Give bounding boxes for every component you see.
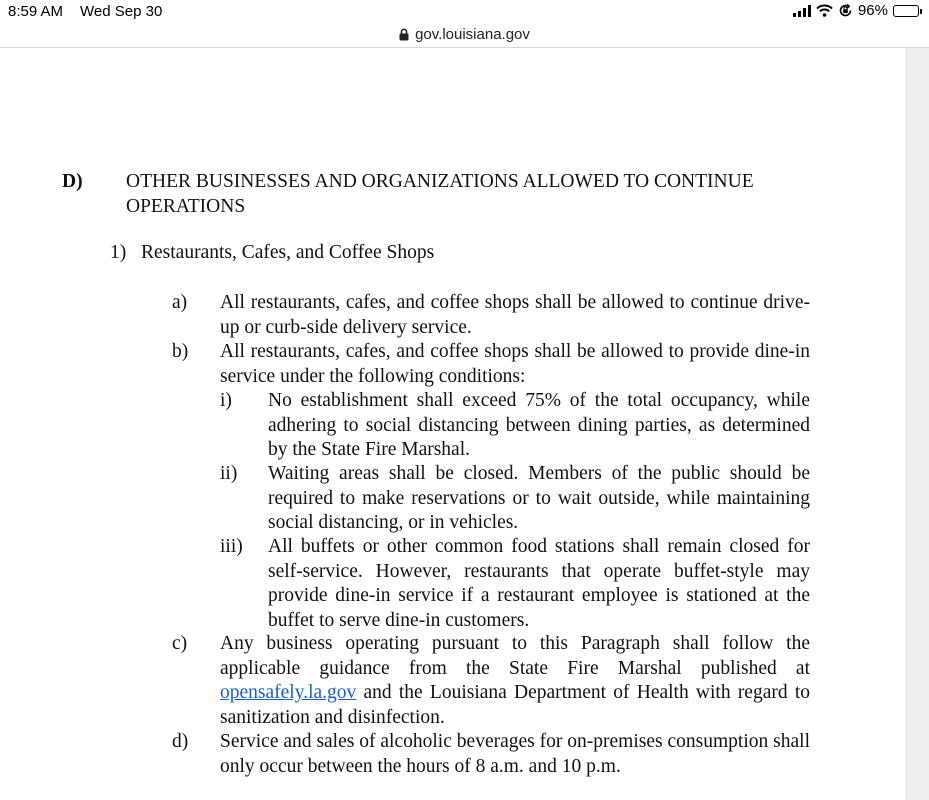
item-c-text: [220, 632, 810, 730]
item-a-label: a): [172, 292, 188, 313]
section-title: OTHER BUSINESSES AND ORGANIZATIONS ALLOWED TO CONTINUE OPERATIONS: [126, 171, 754, 217]
orientation-lock-icon: [838, 3, 853, 18]
subsection-label: 1): [110, 242, 127, 263]
subsection-title: Restaurants, Cafes, and Coffee Shops: [141, 242, 435, 263]
battery-icon: [893, 5, 919, 17]
status-bar: [0, 0, 929, 22]
item-b-text: All restaurants, cafes, and coffee shops shall be allowed to provide dine-in service under the following conditions:: [220, 341, 810, 387]
opensafely-link[interactable]: opensafely.la.gov: [220, 682, 357, 703]
status-indicators: [793, 2, 919, 19]
item-d-label: d): [172, 731, 189, 752]
item-c-text-after: and the Louisiana Department of Health with regard to sanitization and disinfection.: [220, 682, 810, 728]
item-c-label: c): [172, 633, 188, 654]
battery-percent: 96%: [857, 2, 888, 19]
status-date: Wed Sep 30: [80, 3, 163, 20]
section-label: D): [62, 171, 83, 192]
item-a-text: All restaurants, cafes, and coffee shops shall be allowed to continue drive-up or curb-side delivery service.: [220, 292, 810, 338]
item-b-ii-label: ii): [220, 463, 238, 484]
address-bar[interactable]: [0, 22, 929, 46]
item-d-text: Service and sales of alcoholic beverages for on-premises consumption shall only occur between the hours of 8 a.m. and 10 p.m.: [220, 731, 810, 777]
item-b-iii-label: iii): [220, 536, 243, 557]
item-c-text-before: Any business operating pursuant to this Paragraph shall follow the applicable guidance from the State Fire Marshal published at: [220, 633, 810, 679]
status-time: 8:59 AM: [8, 3, 64, 20]
item-b-label: b): [172, 341, 189, 362]
item-b-ii-text: Waiting areas shall be closed. Members of the public should be required to make reservations or to wait outside, while maintaining social distancing, or in vehicles.: [268, 463, 810, 533]
item-b-i-label: i): [220, 390, 232, 411]
wifi-icon: [816, 4, 833, 17]
item-b-i-text: No establishment shall exceed 75% of the total occupancy, while adhering to social distancing between dining parties, as determined by the State Fire Marshal.: [268, 390, 810, 460]
page-edge: [906, 48, 929, 800]
document-page: [0, 48, 906, 800]
item-b-iii-text: All buffets or other common food stations shall remain closed for self-service. However, restaurants that operate buffet-style may provide dine-in service if a restaurant employee is stationed at the buffet to serve dine-in customers.: [268, 536, 810, 631]
url-text: gov.louisiana.gov: [415, 25, 530, 43]
cellular-signal-icon: [793, 5, 811, 17]
lock-icon: [399, 28, 409, 41]
